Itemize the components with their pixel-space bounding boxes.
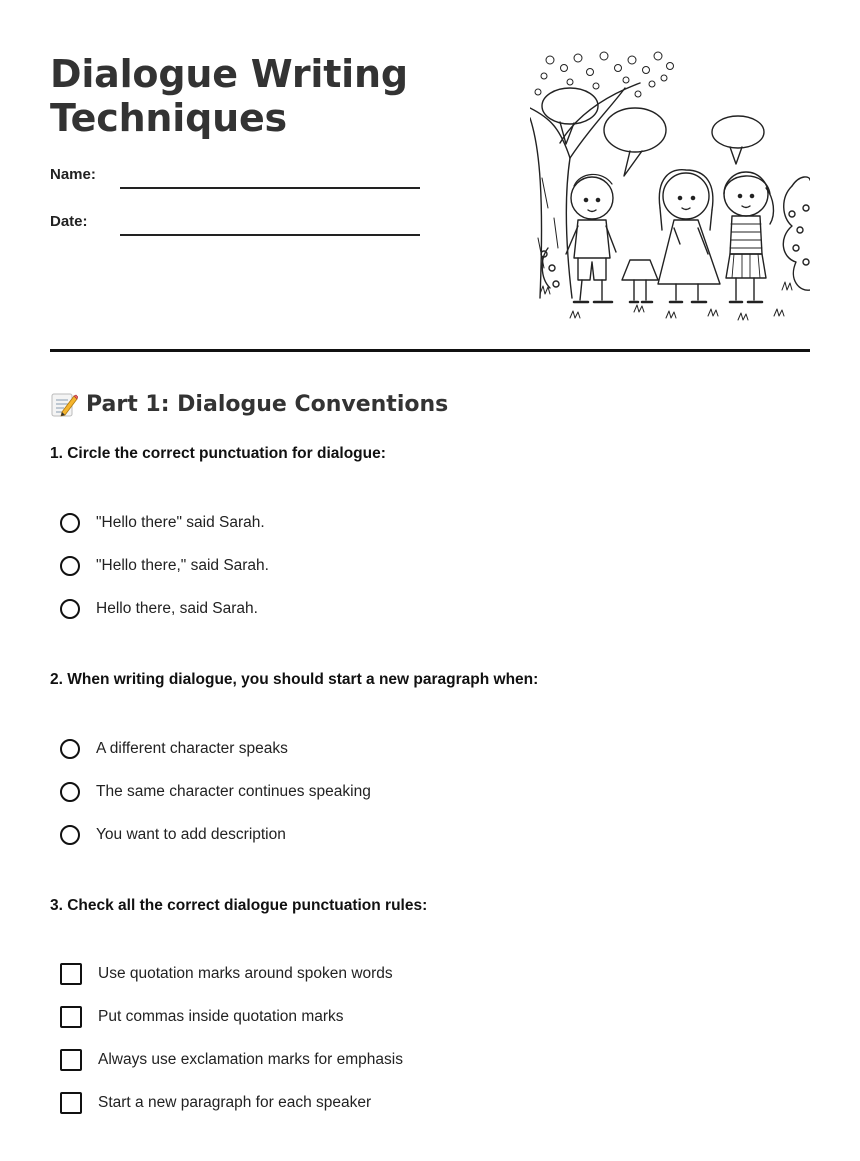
- name-label: Name:: [50, 166, 96, 183]
- date-label: Date:: [50, 213, 88, 230]
- part1-title: Part 1: Dialogue Conventions: [86, 391, 449, 417]
- question-3-option-2[interactable]: [60, 1004, 344, 1030]
- worksheet-title: Dialogue Writing Techniques: [50, 52, 408, 140]
- option-label: Use quotation marks around spoken words: [98, 965, 393, 982]
- option-label: Always use exclamation marks for emphasis: [98, 1051, 403, 1068]
- question-2-option-1[interactable]: [60, 736, 288, 762]
- question-1-option-3[interactable]: [60, 596, 258, 622]
- checkbox[interactable]: [60, 1049, 82, 1071]
- question-1-option-1[interactable]: [60, 510, 265, 536]
- question-3-prompt: 3. Check all the correct dialogue punctuation rules:: [50, 897, 428, 914]
- part1-heading: [50, 388, 448, 420]
- option-label: Hello there, said Sarah.: [96, 600, 258, 617]
- checkbox[interactable]: [60, 963, 82, 985]
- question-3-option-4[interactable]: [60, 1090, 371, 1116]
- radio-button[interactable]: [60, 599, 80, 619]
- option-label: Start a new paragraph for each speaker: [98, 1094, 372, 1111]
- radio-button[interactable]: [60, 739, 80, 759]
- radio-button[interactable]: [60, 556, 80, 576]
- question-2-option-3[interactable]: [60, 822, 286, 848]
- date-line[interactable]: [120, 234, 420, 236]
- option-label: The same character continues speaking: [96, 783, 371, 800]
- name-field[interactable]: [50, 166, 420, 190]
- question-1-prompt: 1. Circle the correct punctuation for dialogue:: [50, 445, 386, 462]
- question-1-option-2[interactable]: [60, 553, 269, 579]
- checkbox[interactable]: [60, 1006, 82, 1028]
- checkbox[interactable]: [60, 1092, 82, 1114]
- radio-button[interactable]: [60, 513, 80, 533]
- children-talking-illustration: [530, 48, 810, 330]
- option-label: Put commas inside quotation marks: [98, 1008, 344, 1025]
- option-label: "Hello there" said Sarah.: [96, 514, 265, 531]
- radio-button[interactable]: [60, 825, 80, 845]
- question-3-option-1[interactable]: [60, 961, 393, 987]
- date-field[interactable]: [50, 213, 420, 237]
- memo-icon: [50, 390, 78, 418]
- option-label: "Hello there," said Sarah.: [96, 557, 269, 574]
- radio-button[interactable]: [60, 782, 80, 802]
- header-divider: [50, 349, 810, 352]
- option-label: You want to add description: [96, 826, 286, 843]
- option-label: A different character speaks: [96, 740, 288, 757]
- name-line[interactable]: [120, 187, 420, 189]
- question-3-option-3[interactable]: [60, 1047, 403, 1073]
- question-2-option-2[interactable]: [60, 779, 371, 805]
- question-2-prompt: 2. When writing dialogue, you should start a new paragraph when:: [50, 671, 539, 688]
